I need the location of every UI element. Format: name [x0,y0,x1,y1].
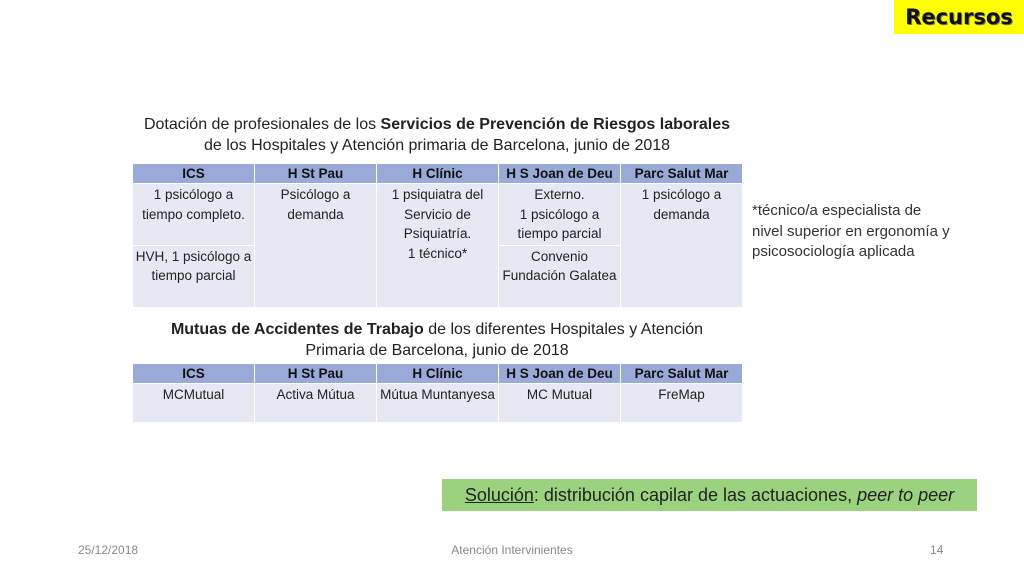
header-psm: Parc Salut Mar [621,364,743,384]
table1-header-row [133,164,743,184]
cell-stpau: Psicólogo a demanda [255,184,377,307]
cell-clinic: 1 psiquiatra del Servicio de Psiquiatría. 1 técnico* [377,184,499,307]
header-clinic: H Clínic [377,364,499,384]
solution-label: Solución [464,484,534,505]
header-clinic: H Clínic [377,164,499,184]
caption1-bold: Servicios de Prevención de Riesgos laborales [380,116,731,133]
table1-caption [140,114,734,156]
technician-footnote: *técnico/a especialista de nivel superior en ergonomía y psicosociología aplicada [752,202,950,260]
header-sjd: H S Joan de Deu [499,164,621,184]
solution-banner [442,479,977,511]
footer-title: Atención Intervinientes [451,543,573,557]
prevention-services-table [132,163,743,307]
header-st-pau: H St Pau [255,164,377,184]
mutuas-table [132,363,743,422]
caption2-post: de los diferentes Hospitales y Atención Primaria de Barcelona, junio de 2018 [305,321,704,359]
table-row [133,184,743,246]
header-st-pau: H St Pau [255,364,377,384]
table-row [133,384,743,423]
cell-sjd-1: Externo. 1 psicólogo a tiempo parcial [499,184,621,246]
cell-mutua-stpau: Activa Mútua [255,384,377,423]
cell-ics-1: 1 psicólogo a tiempo completo. [133,184,255,246]
cell-sjd-2: Convenio Fundación Galatea [499,245,621,307]
cell-mutua-psm: FreMap [621,384,743,423]
caption1-post: de los Hospitales y Atención primaria de Barcelona, junio de 2018 [203,137,671,154]
footer-date: 25/12/2018 [78,543,139,557]
cell-mutua-ics: MCMutual [133,384,255,423]
table2-header-row [133,364,743,384]
table2-caption [140,319,734,361]
cell-mutua-clinic: Mútua Muntanyesa [377,384,499,423]
cell-psm: 1 psicólogo a demanda [621,184,743,307]
header-sjd: H S Joan de Deu [499,364,621,384]
caption2-bold: Mutuas de Accidentes de Trabajo [170,321,424,338]
section-badge: Recursos [894,0,1024,34]
header-psm: Parc Salut Mar [621,164,743,184]
header-ics: ICS [133,364,255,384]
caption1-pre: Dotación de profesionales de los [143,116,381,133]
cell-ics-2: HVH, 1 psicólogo a tiempo parcial [133,245,255,307]
header-ics: ICS [133,164,255,184]
solution-text: : distribución capilar de las actuaciones, [533,484,858,505]
cell-mutua-sjd: MC Mutual [499,384,621,423]
page-number: 14 [930,543,944,557]
solution-italic: peer to peer [857,484,955,505]
